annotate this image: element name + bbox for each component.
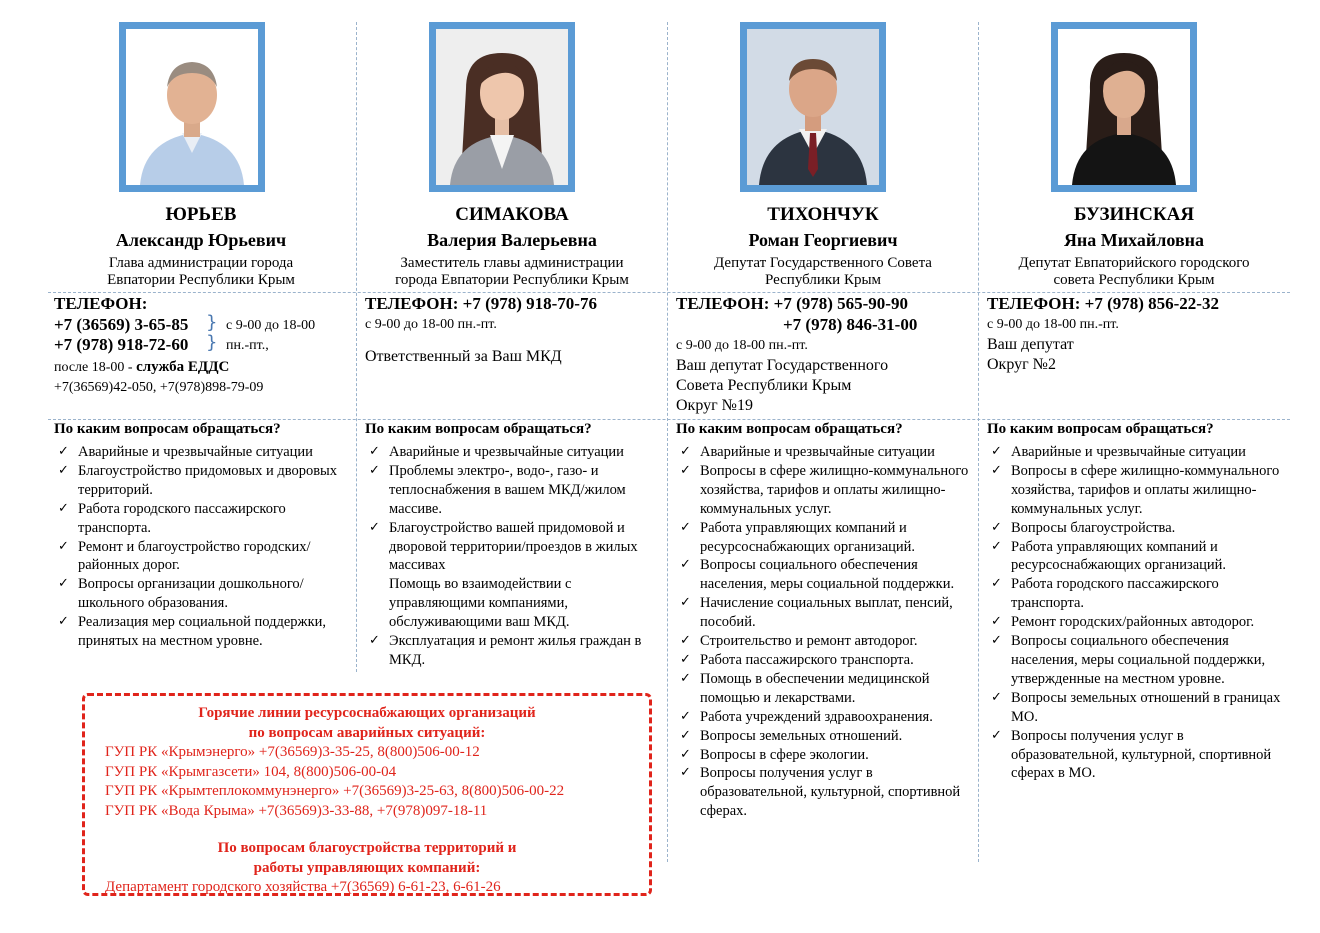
service-phones[interactable]: +7(36569)42-050, +7(978)898-79-09 (54, 380, 264, 395)
phone-number[interactable]: ТЕЛЕФОН: +7 (978) 565-90-90 (676, 294, 908, 313)
person-name: Роман Георгиевич (748, 230, 898, 250)
list-item: ✓ Работа городского пассажирского транспорта. (987, 575, 1285, 613)
list-item: ✓ Вопросы земельных отношений. (676, 727, 974, 746)
list-item: ✓ Вопросы организации дошкольного/школьного образования. (54, 575, 352, 613)
phone-label: ТЕЛЕФОН: (54, 294, 148, 313)
list-item: ✓ Работа управляющих компаний и ресурсоснабжающих организаций. (676, 519, 974, 557)
topics-list (365, 443, 663, 670)
contact-block (987, 294, 1285, 375)
phone-number[interactable]: +7 (978) 918-72-60 (54, 335, 189, 354)
person-portrait-icon (126, 29, 258, 185)
work-hours: с 9-00 до 18-00 пн.-пт. (676, 338, 808, 353)
phone-number[interactable]: +7 (978) 846-31-00 (783, 315, 918, 334)
person-position: Депутат Евпаторийского городского совета Республики Крым (1018, 255, 1250, 288)
list-item: ✓ Работа городского пассажирского транспорта. (54, 500, 352, 538)
list-item: ✓ Вопросы социального обеспечения населения, меры социальной поддержки. (676, 556, 974, 594)
brace-icon: } (206, 312, 218, 333)
topics-section (987, 421, 1285, 783)
person-card-tikhonchuk (668, 0, 978, 933)
person-name: Александр Юрьевич (115, 230, 287, 250)
list-item: ✓ Работа пассажирского транспорта. (676, 651, 974, 670)
list-item: ✓ Вопросы получения услуг в образовательной, культурной, спортивной сферах. (676, 764, 974, 821)
person-name: Валерия Валерьевна (427, 230, 597, 250)
person-position: Депутат Государственного Совета Республики Крым (714, 255, 932, 288)
list-item: ✓ Помощь в обеспечении медицинской помощью и лекарствами. (676, 670, 974, 708)
topics-list (987, 443, 1285, 783)
list-item: ✓ Вопросы в сфере экологии. (676, 746, 974, 765)
person-portrait-icon (747, 29, 879, 185)
improvement-title: По вопросам благоустройства территорий и (217, 840, 517, 856)
list-item: ✓ Вопросы в сфере жилищно-коммунального хозяйства, тарифов и оплаты жилищно-коммунальных услуг. (676, 462, 974, 519)
hotline-item[interactable]: ГУП РК «Крымгазсети» 104, 8(800)506-00-04 (105, 763, 397, 780)
list-item: ✓ Вопросы социального обеспечения населения, меры социальной поддержки, утвержденные на местном уровне. (987, 632, 1285, 689)
portrait-photo (1051, 22, 1197, 192)
person-portrait-icon (1058, 29, 1190, 185)
list-item-extra: Помощь во взаимодействии с управляющими компаниями, обслуживающими ваш МКД. (389, 576, 572, 631)
list-item: ✓ Реализация мер социальной поддержки, принятых на местном уровне. (54, 613, 352, 651)
person-surname: ЮРЬЕВ (165, 204, 237, 225)
list-item: ✓ Аварийные и чрезвычайные ситуации (987, 443, 1285, 462)
topics-title: По каким вопросам обращаться? (987, 421, 1214, 437)
brace-icon: } (206, 332, 218, 353)
work-hours: с 9-00 до 18-00 (226, 318, 316, 333)
list-item: ✓ Благоустройство вашей придомовой и дворовой территории/проездов в жилых массивах Помощь во взаимодействии с управляющими компаниями, обслуживающими ваш МКД. (365, 519, 663, 632)
portrait-photo (429, 22, 575, 192)
list-item: ✓ Начисление социальных выплат, пенсий, пособий. (676, 594, 974, 632)
improvement-subtitle: работы управляющих компаний: (253, 859, 481, 876)
list-item: ✓ Вопросы получения услуг в образовательной, культурной, спортивной сферах в МО. (987, 727, 1285, 784)
work-hours: с 9-00 до 18-00 пн.-пт. (365, 317, 497, 332)
topics-list (676, 443, 974, 821)
phone-number[interactable]: +7 (36569) 3-65-85 (54, 315, 189, 334)
contact-block: ТЕЛЕФОН: +7 (36569) 3-65-85 +7 (978) 918-72-60 } } с 9-00 до 18-00 пн.-пт., после 18-00 - служба ЕДДС +7(36569)42-050, +7(978)898-79-09 (54, 294, 352, 398)
list-item: ✓ Вопросы в сфере жилищно-коммунального хозяйства, тарифов и оплаты жилищно-коммунальных услуг. (987, 462, 1285, 519)
list-item: ✓ Работа управляющих компаний и ресурсоснабжающих организаций. (987, 538, 1285, 576)
person-name: Яна Михайловна (1063, 230, 1205, 250)
topics-title: По каким вопросам обращаться? (54, 421, 281, 437)
work-days: пн.-пт., (226, 338, 269, 353)
hotline-item[interactable]: ГУП РК «Вода Крыма» +7(36569)3-33-88, +7(978)097-18-11 (105, 802, 488, 819)
person-surname: ТИХОНЧУК (767, 204, 879, 225)
list-item: ✓ Вопросы земельных отношений в границах МО. (987, 689, 1285, 727)
list-item: ✓ Проблемы электро-, водо-, газо- и теплоснабжения в вашем МКД/жилом массиве. (365, 462, 663, 519)
list-item: ✓ Работа учреждений здравоохранения. (676, 708, 974, 727)
work-hours: с 9-00 до 18-00 пн.-пт. (987, 317, 1119, 332)
hotlines-subtitle: по вопросам аварийных ситуаций: (248, 724, 486, 741)
list-item: ✓ Ремонт городских/районных автодорог. (987, 613, 1285, 632)
department-contact[interactable]: Департамент городского хозяйства +7(36569) 6-61-23, 6-61-26 (105, 879, 501, 895)
topics-section (676, 421, 974, 821)
deputy-note: Ваш депутат (987, 336, 1074, 353)
list-item: ✓ Благоустройство придомовых и дворовых территорий. (54, 462, 352, 500)
person-position: Глава администрации города Евпатории Республики Крым (107, 255, 295, 288)
topics-list (54, 443, 352, 651)
list-item: ✓ Ремонт и благоустройство городских/районных дорог. (54, 538, 352, 576)
hotline-item[interactable]: ГУП РК «Крымэнерго» +7(36569)3-35-25, 8(800)506-00-12 (105, 744, 480, 760)
district-number: Округ №2 (987, 356, 1056, 373)
list-item: ✓ Аварийные и чрезвычайные ситуации (676, 443, 974, 462)
person-position: Заместитель главы администрации города Евпатории Республики Крым (395, 255, 629, 288)
person-portrait-icon (436, 29, 568, 185)
hotline-item[interactable]: ГУП РК «Крымтеплокоммунэнерго» +7(36569)3-25-63, 8(800)506-00-22 (105, 783, 565, 799)
portrait-photo (740, 22, 886, 192)
district-number: Округ №19 (676, 397, 753, 414)
list-item: ✓ Аварийные и чрезвычайные ситуации (54, 443, 352, 462)
portrait-photo (119, 22, 265, 192)
list-item: ✓ Строительство и ремонт автодорог. (676, 632, 974, 651)
topics-title: По каким вопросам обращаться? (676, 421, 903, 437)
hotlines-title: Горячие линии ресурсоснабжающих организаций (198, 705, 536, 721)
person-surname: СИМАКОВА (455, 204, 569, 225)
deputy-note: Совета Республики Крым (676, 377, 852, 394)
contact-block (676, 294, 974, 416)
topics-title: По каким вопросам обращаться? (365, 421, 592, 437)
list-item: ✓ Эксплуатация и ремонт жилья граждан в МКД. (365, 632, 663, 670)
list-item: ✓ Аварийные и чрезвычайные ситуации (365, 443, 663, 462)
list-item: ✓ Вопросы благоустройства. (987, 519, 1285, 538)
service-name: служба ЕДДС (136, 359, 230, 375)
person-surname: БУЗИНСКАЯ (1073, 204, 1195, 225)
deputy-note: Ваш депутат Государственного (676, 357, 889, 374)
topics-section (54, 421, 352, 651)
responsibility-note: Ответственный за Ваш МКД (365, 348, 562, 365)
phone-number[interactable]: ТЕЛЕФОН: +7 (978) 856-22-32 (987, 294, 1219, 313)
person-card-buzinskaya (979, 0, 1289, 933)
topics-section (365, 421, 663, 670)
phone-number[interactable]: ТЕЛЕФОН: +7 (978) 918-70-76 (365, 294, 597, 313)
contact-block (365, 294, 663, 367)
hotlines-box (82, 693, 652, 896)
